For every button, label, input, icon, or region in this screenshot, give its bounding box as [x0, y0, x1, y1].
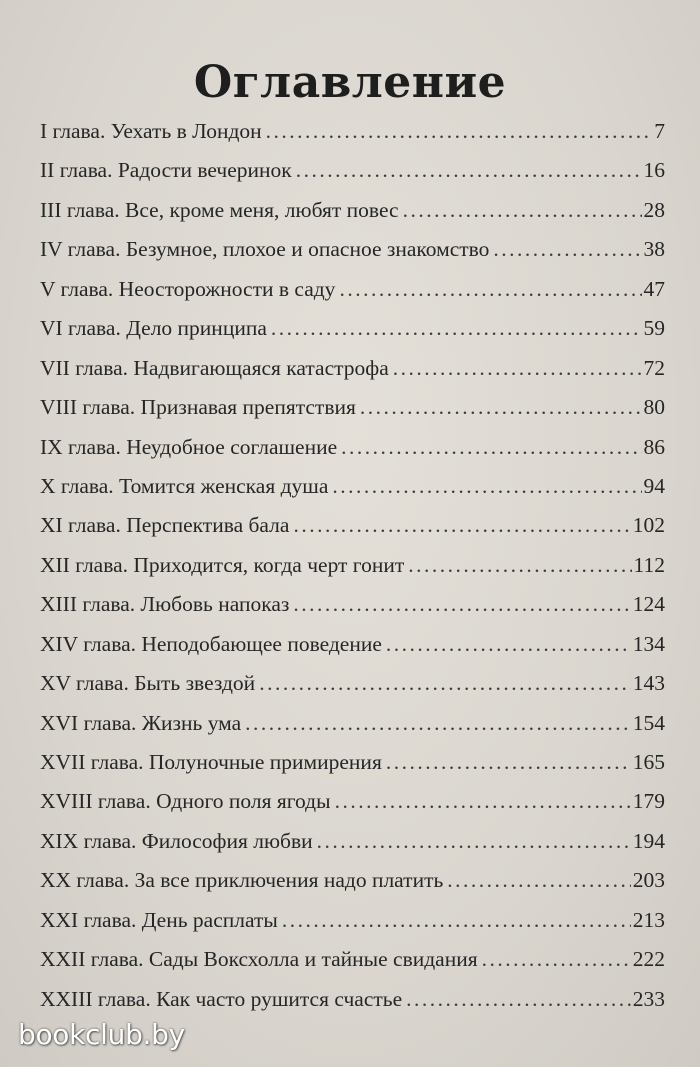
toc-dot-leader	[408, 553, 631, 578]
toc-entry	[40, 553, 665, 592]
toc-entry-title: IX глава. Неудобное соглашение	[40, 434, 338, 459]
toc-dot-leader	[293, 513, 630, 538]
toc-entry-page-number: 165	[632, 750, 665, 774]
toc-entry-page-number: 16	[643, 158, 665, 183]
toc-entry-title: XX глава. За все приключения надо платить	[40, 868, 444, 893]
toc-dot-leader	[259, 671, 631, 696]
toc-entry-page-number: 38	[643, 237, 665, 262]
toc-entry-title: XXII глава. Сады Воксхолла и тайные свидания	[40, 947, 478, 972]
toc-dot-leader	[360, 395, 642, 420]
toc-entry-title: XI глава. Перспектива бала	[40, 513, 290, 538]
toc-entry-title: XXI глава. День расплаты	[40, 907, 278, 932]
toc-dot-leader	[335, 789, 631, 814]
toc-entry	[40, 277, 665, 316]
toc-dot-leader	[245, 711, 631, 736]
toc-entry-page-number: 233	[632, 986, 665, 1011]
toc-entry	[40, 474, 665, 513]
toc-entry-page-number: 203	[632, 868, 665, 893]
toc-dot-leader	[341, 435, 641, 460]
toc-dot-leader	[296, 158, 642, 183]
toc-entry-page-number: 154	[632, 710, 665, 735]
toc-entry-title: XVI глава. Жизнь ума	[40, 710, 242, 735]
toc-dot-leader	[386, 750, 631, 775]
toc-entry-title: XVII глава. Полуночные примирения	[40, 750, 382, 774]
toc-entry-title: I глава. Уехать в Лондон	[40, 119, 262, 143]
toc-entry	[40, 513, 665, 552]
toc-entry-page-number: 194	[632, 828, 665, 853]
watermark: bookclub.by	[18, 1018, 185, 1051]
toc-dot-leader	[386, 632, 631, 657]
toc-entry-title: V глава. Неосторожности в саду	[40, 276, 336, 301]
toc-entry-title: VII глава. Надвигающаяся катастрофа	[40, 355, 389, 380]
toc-dot-leader	[406, 987, 631, 1012]
toc-entry-page-number: 7	[654, 119, 665, 143]
toc-dot-leader	[271, 316, 642, 341]
toc-entry-title: XVIII глава. Одного поля ягоды	[40, 789, 331, 814]
toc-entry-title: XIV глава. Неподобающее поведение	[40, 631, 382, 656]
toc-entry-page-number: 47	[643, 276, 665, 301]
toc-entry	[40, 789, 665, 828]
toc-dot-leader	[332, 474, 641, 499]
toc-entry-title: X глава. Томится женская душа	[40, 473, 329, 498]
toc-entry	[40, 947, 665, 986]
toc-dot-leader	[293, 592, 630, 617]
toc-entry-title: XIX глава. Философия любви	[40, 828, 313, 853]
toc-entry-page-number: 222	[632, 947, 665, 972]
toc-entry	[40, 671, 665, 710]
toc-entry	[40, 395, 665, 434]
toc-entry-title: VIII глава. Признавая препятствия	[40, 395, 356, 420]
toc-entry-page-number: 213	[632, 907, 665, 932]
toc-entry-title: XIII глава. Любовь напоказ	[40, 592, 290, 617]
toc-entry-page-number: 80	[643, 395, 665, 420]
table-of-contents	[40, 119, 665, 1026]
toc-entry	[40, 711, 665, 750]
toc-entry-title: II глава. Радости вечеринок	[40, 158, 292, 183]
toc-entry	[40, 316, 665, 355]
toc-entry-page-number: 112	[633, 552, 665, 577]
toc-entry-page-number: 94	[643, 473, 665, 498]
toc-entry-title: III глава. Все, кроме меня, любят повес	[40, 197, 399, 222]
toc-entry-title: XXIII глава. Как часто рушится счастье	[40, 986, 403, 1011]
toc-dot-leader	[282, 908, 631, 933]
toc-entry-page-number: 134	[632, 631, 665, 656]
toc-entry	[40, 158, 665, 197]
toc-entry-page-number: 28	[643, 197, 665, 222]
toc-entry-page-number: 59	[643, 316, 665, 341]
toc-entry	[40, 237, 665, 276]
toc-dot-leader	[339, 277, 641, 302]
toc-entry	[40, 868, 665, 907]
toc-entry	[40, 119, 665, 158]
toc-entry-title: VI глава. Дело принципа	[40, 316, 267, 341]
toc-entry-page-number: 102	[632, 513, 665, 538]
toc-entry-page-number: 143	[632, 671, 665, 696]
toc-entry-page-number: 72	[643, 355, 665, 380]
toc-dot-leader	[317, 829, 631, 854]
toc-entry-page-number: 124	[632, 592, 665, 617]
toc-dot-leader	[493, 237, 641, 262]
toc-dot-leader	[266, 119, 653, 144]
toc-entry-page-number: 86	[643, 434, 665, 459]
toc-dot-leader	[403, 198, 642, 223]
toc-entry-page-number: 179	[632, 789, 665, 814]
toc-entry	[40, 908, 665, 947]
page-title: Оглавление	[193, 57, 507, 109]
toc-entry	[40, 592, 665, 631]
toc-dot-leader	[482, 947, 631, 972]
toc-entry	[40, 356, 665, 395]
toc-entry-title: IV глава. Безумное, плохое и опасное знакомство	[40, 237, 490, 262]
toc-entry-title: XII глава. Приходится, когда черт гонит	[40, 552, 405, 577]
toc-entry	[40, 435, 665, 474]
toc-entry	[40, 829, 665, 868]
toc-entry	[40, 750, 665, 789]
toc-entry	[40, 198, 665, 237]
toc-dot-leader	[447, 868, 630, 893]
toc-entry-title: XV глава. Быть звездой	[40, 671, 256, 696]
toc-dot-leader	[393, 356, 642, 381]
toc-entry	[40, 632, 665, 671]
